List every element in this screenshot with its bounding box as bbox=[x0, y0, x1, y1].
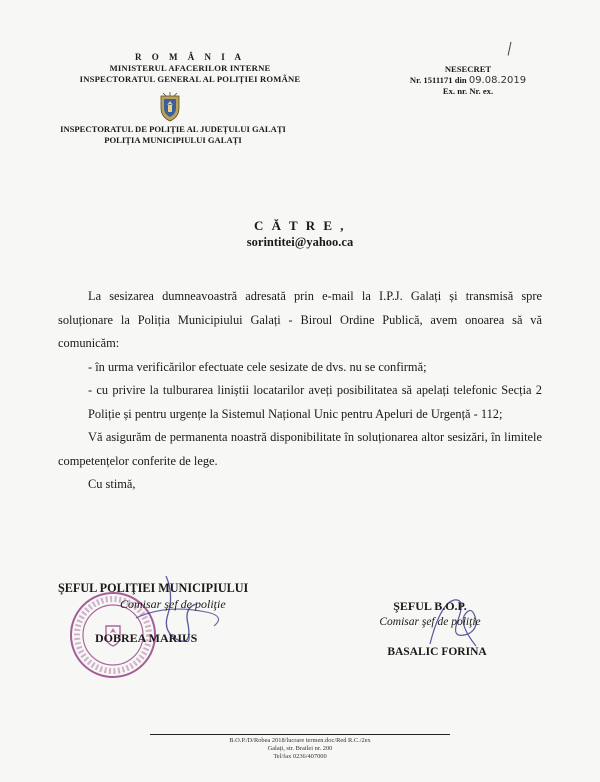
signatory-right-rank: Comisar şef de poliţie bbox=[379, 616, 481, 628]
footer-rule bbox=[150, 734, 450, 735]
body-closing: Cu stimă, bbox=[88, 477, 136, 491]
header-unit bbox=[58, 124, 288, 146]
addressee-label: C Ă T R E , bbox=[253, 218, 347, 233]
body-bullet-2-text: - cu privire la tulburarea liniștii locatarilor aveți posibilitatea să apelați telefonic Secția 2 Poliție și pentru urgențe la Sistemul Național Unic pentru Apeluri de Urgență - 112; bbox=[88, 383, 542, 421]
pen-mark bbox=[508, 42, 515, 57]
footer bbox=[150, 734, 450, 761]
body-bullet-1: - în urma verificărilor efectuate cele sesizate de dvs. nu se confirmă; bbox=[88, 359, 427, 374]
letter-body bbox=[58, 285, 542, 497]
footer-phone: Tel/fax 0236/407000 bbox=[273, 753, 327, 760]
body-bullet-2 bbox=[58, 379, 542, 426]
copy-info: Ex. nr. Nr. ex. bbox=[442, 86, 494, 96]
signature-block-right bbox=[360, 598, 500, 660]
header-country: R O M Â N I A bbox=[135, 52, 245, 62]
signature-block-left bbox=[58, 580, 288, 646]
registration-number bbox=[398, 75, 538, 86]
signatory-left-rank: Comisar şef de poliţie bbox=[120, 597, 226, 611]
signatory-left-name: DOBREA MARIUS bbox=[95, 631, 198, 645]
addressee bbox=[200, 218, 400, 250]
header-left bbox=[60, 52, 320, 85]
header-county-inspectorate: INSPECTORATUL DE POLIȚIE AL JUDEȚULUI GALAȚI bbox=[60, 124, 286, 134]
header-ministry: MINISTERUL AFACERILOR INTERNE bbox=[109, 63, 271, 73]
coat-of-arms-icon bbox=[157, 92, 183, 122]
header-right bbox=[398, 64, 538, 97]
registration-prefix: Nr. 1511171 din bbox=[409, 75, 467, 85]
signatory-right-name: BASALIC FORINA bbox=[387, 646, 487, 658]
signatory-right-title: ŞEFUL B.O.P. bbox=[393, 599, 467, 613]
header-inspectorate: INSPECTORATUL GENERAL AL POLIȚIEI ROMÂNE bbox=[79, 74, 301, 84]
body-paragraph-2: Vă asigurăm de permanenta noastră disponibilitate în soluționarea altor sesizări, în limitele competențelor conferite de lege. bbox=[58, 430, 542, 468]
signatory-left-title: ŞEFUL POLIŢIEI MUNICIPIULUI bbox=[58, 581, 249, 595]
footer-reference: B.O.P./D/Robea 2018/lucrare termen.doc/Red R.C./2ex bbox=[229, 737, 371, 744]
addressee-email: sorintitei@yahoo.ca bbox=[246, 235, 354, 249]
body-paragraph-1: La sesizarea dumneavoastră adresată prin e-mail la I.P.J. Galați și transmisă spre soluționare la Poliția Municipiului Galați - Biroul Ordine Publică, avem onoarea să vă comunicăm: bbox=[58, 289, 542, 350]
header-city-police: POLIȚIA MUNICIPIULUI GALAȚI bbox=[104, 135, 242, 145]
footer-address: Galați, str. Brailei nr. 200 bbox=[267, 745, 333, 752]
classification-label: NESECRET bbox=[444, 64, 492, 74]
registration-date: 09.08.2019 bbox=[468, 75, 527, 86]
